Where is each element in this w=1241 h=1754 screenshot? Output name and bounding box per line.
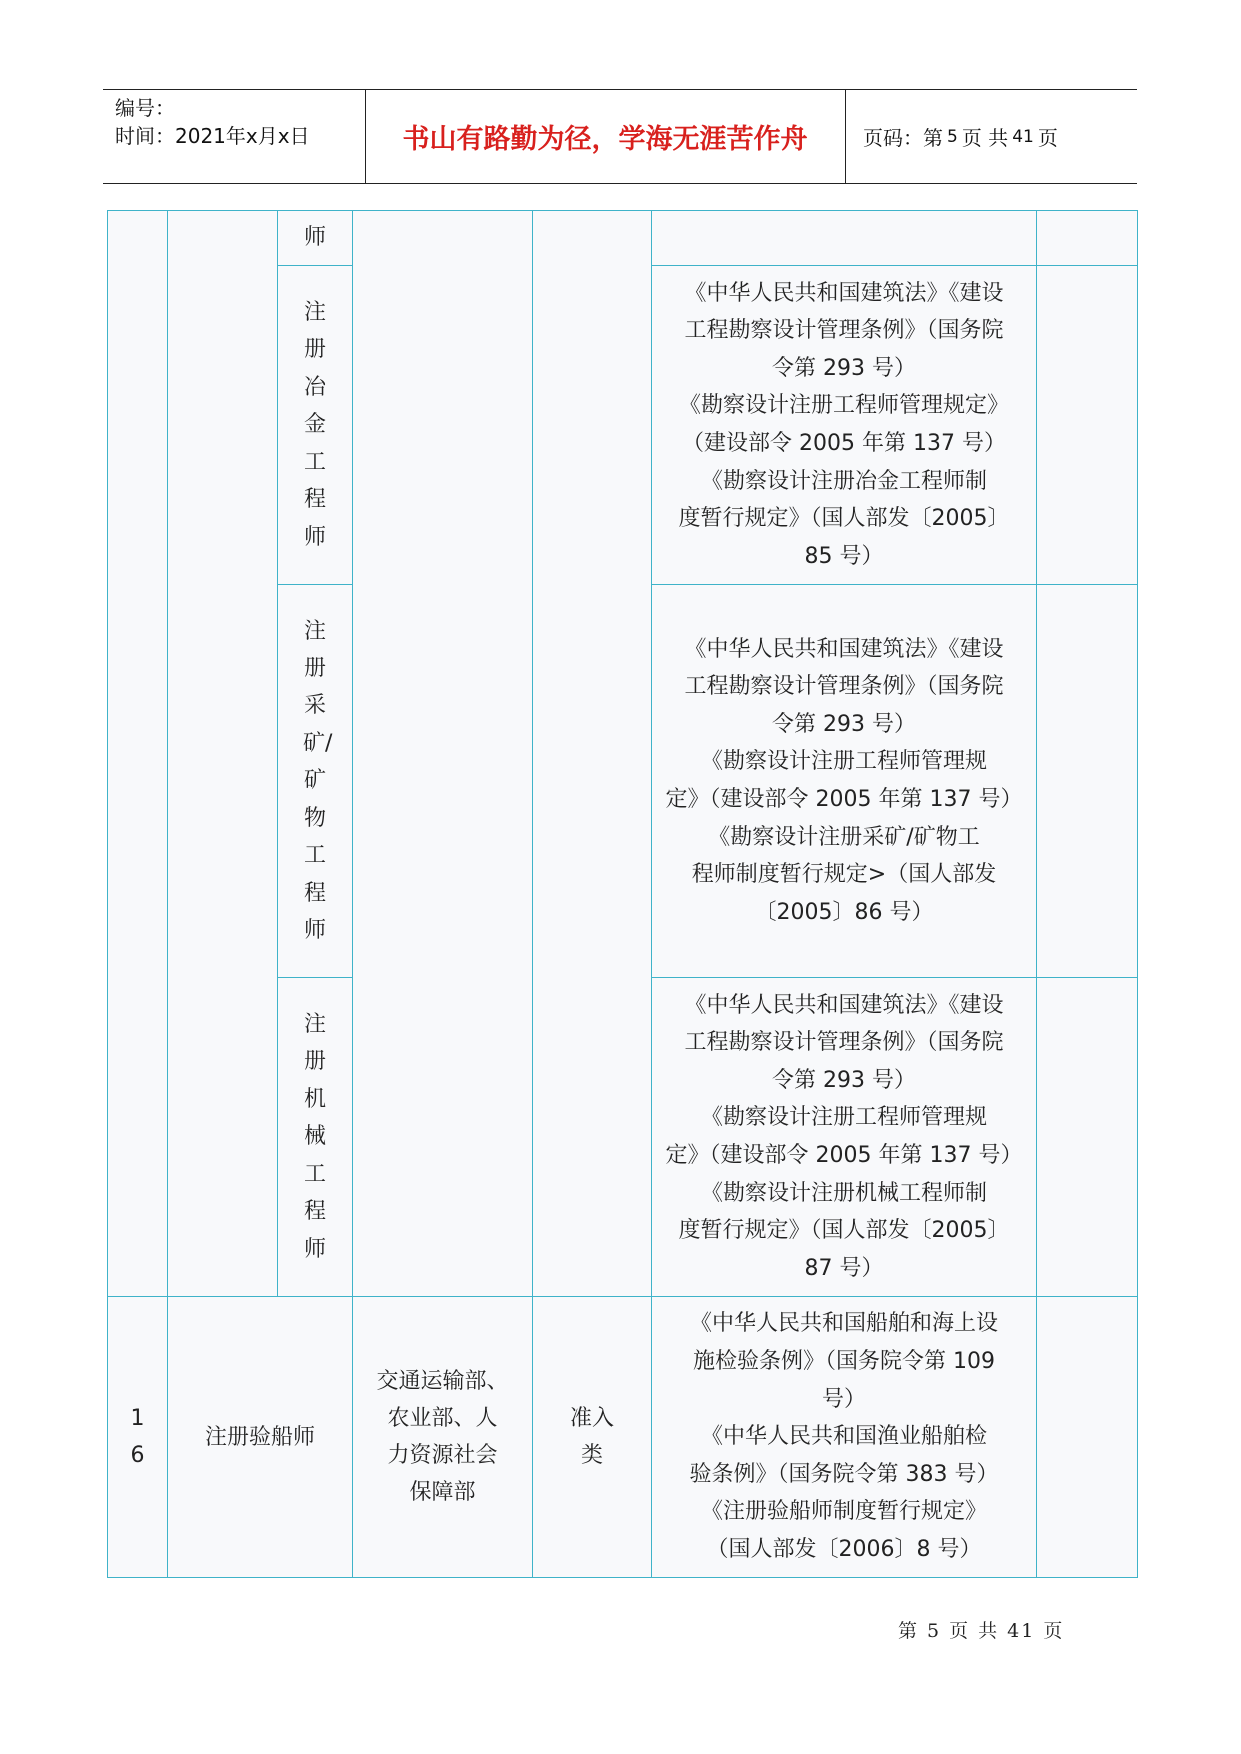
text-line: 1 — [130, 1406, 145, 1431]
text-line: 工程勘察设计管理条例》（国务院 — [684, 1030, 1004, 1056]
text-line: 《勘察设计注册工程师管理规 — [700, 1105, 987, 1131]
text-line: 6 — [130, 1443, 145, 1468]
remark-cell — [1036, 1296, 1138, 1578]
text-line: 号） — [821, 1386, 866, 1412]
text-line: 保障部 — [409, 1480, 476, 1505]
category-text — [570, 1400, 614, 1474]
page-suffix: 页 — [1037, 126, 1058, 150]
text-line: 《中华人民共和国渔业船舶检 — [700, 1424, 987, 1450]
page-number: 5 — [947, 126, 958, 147]
text-line: 《中华人民共和国建筑法》《建设 — [684, 636, 1004, 662]
text-line: 〔2005〕86 号） — [754, 899, 934, 925]
document-number-label: 编号： — [115, 96, 175, 120]
text-line: 《勘察设计注册工程师管理规定》 — [678, 393, 1009, 419]
text-line: 准入 — [569, 1406, 614, 1431]
law-cell-metallurgy — [651, 265, 1037, 585]
remark-cell — [1036, 265, 1138, 585]
text-line: 《中华人民共和国船舶和海上设 — [689, 1311, 998, 1337]
text-line: 《勘察设计注册机械工程师制 — [700, 1180, 987, 1206]
law-cell-empty — [651, 210, 1037, 266]
row-index — [131, 1400, 145, 1474]
footer-first: 第 — [898, 1620, 920, 1642]
remark-cell — [1036, 584, 1138, 978]
sub-name-tail: 师 — [303, 225, 326, 251]
category-cell-continued — [532, 210, 652, 1297]
index-cell-continued — [107, 210, 168, 1297]
table-row — [277, 265, 353, 585]
law-cell-mechanical — [651, 977, 1037, 1297]
sub-name-mechanical: 注册机械工程师 — [303, 1012, 326, 1262]
text-line: （国人部发〔2006〕8 号） — [706, 1536, 982, 1562]
text-line: 《中华人民共和国建筑法》《建设 — [684, 992, 1004, 1018]
text-line: 令第 293 号） — [772, 711, 916, 737]
remark-cell — [1036, 977, 1138, 1297]
page-mid: 页 共 — [961, 126, 1009, 150]
text-line: 度暂行规定》（国人部发〔2005〕 — [678, 1218, 1010, 1244]
text-line: 农业部、人 — [387, 1406, 498, 1431]
qualification-name: 注册验船师 — [204, 1424, 315, 1450]
department-cell-continued — [352, 210, 533, 1297]
text-line: 85 号） — [804, 543, 884, 569]
text-line: 令第 293 号） — [772, 355, 916, 381]
text-line: 87 号） — [804, 1255, 884, 1281]
table-row — [277, 210, 353, 266]
remark-cell — [1036, 210, 1138, 266]
text-line: 工程勘察设计管理条例》（国务院 — [684, 674, 1004, 700]
text-line: 《勘察设计注册冶金工程师制 — [700, 468, 987, 494]
law-text — [679, 275, 1010, 576]
text-line: 施检验条例》（国务院令第 109 — [692, 1349, 995, 1375]
text-line: 程师制度暂行规定>（国人部发 — [691, 862, 997, 888]
text-line: 度暂行规定》（国人部发〔2005〕 — [678, 506, 1010, 532]
page-prefix: 页码：第 — [863, 126, 943, 150]
row16-law-cell — [651, 1296, 1037, 1578]
footer-mid2: 共 — [978, 1620, 1000, 1642]
law-text — [690, 1305, 999, 1568]
table-row — [277, 584, 353, 978]
text-line: 验条例》（国务院令第 383 号） — [689, 1461, 999, 1487]
text-line: 令第 293 号） — [772, 1067, 916, 1093]
document-time: 时间：2021年x月x日 — [115, 124, 310, 148]
text-line: 类 — [580, 1443, 603, 1468]
text-line: 定》（建设部令 2005 年第 137 号） — [665, 1143, 1023, 1168]
law-cell-mining — [651, 584, 1037, 978]
text-line: 交通运输部、 — [376, 1369, 509, 1394]
row16-name-cell — [167, 1296, 353, 1578]
footer-mid1: 页 — [949, 1620, 971, 1642]
law-text — [666, 987, 1023, 1288]
text-line: 力资源社会 — [387, 1443, 498, 1468]
footer-page-number: 5 — [927, 1620, 942, 1642]
table-row — [277, 977, 353, 1297]
footer-page-total: 41 — [1007, 1620, 1036, 1642]
department-text — [376, 1363, 508, 1511]
page-total: 41 — [1012, 126, 1034, 147]
text-line: 《勘察设计注册采矿/矿物工 — [708, 824, 980, 850]
law-text — [666, 631, 1023, 932]
row16-department-cell — [352, 1296, 533, 1578]
text-line: 《中华人民共和国建筑法》《建设 — [684, 280, 1004, 306]
page-footer — [898, 1616, 1072, 1643]
text-line: 《勘察设计注册工程师管理规 — [700, 749, 987, 775]
text-line: 工程勘察设计管理条例》（国务院 — [684, 318, 1004, 344]
sub-name-metallurgy: 注册冶金工程师 — [303, 300, 326, 550]
text-line: 《注册验船师制度暂行规定》 — [700, 1499, 987, 1525]
row16-category-cell — [532, 1296, 652, 1578]
text-line: （建设部令 2005 年第 137 号） — [682, 431, 1006, 456]
title-cell-continued — [167, 210, 278, 1297]
row16-index-cell — [107, 1296, 168, 1578]
header-motto: 书山有路勤为径，学海无涯苦作舟 — [402, 124, 808, 155]
sub-name-mining: 注册采矿/矿物工程师 — [303, 618, 333, 943]
footer-last: 页 — [1043, 1620, 1065, 1642]
text-line: 定》（建设部令 2005 年第 137 号） — [665, 787, 1023, 812]
